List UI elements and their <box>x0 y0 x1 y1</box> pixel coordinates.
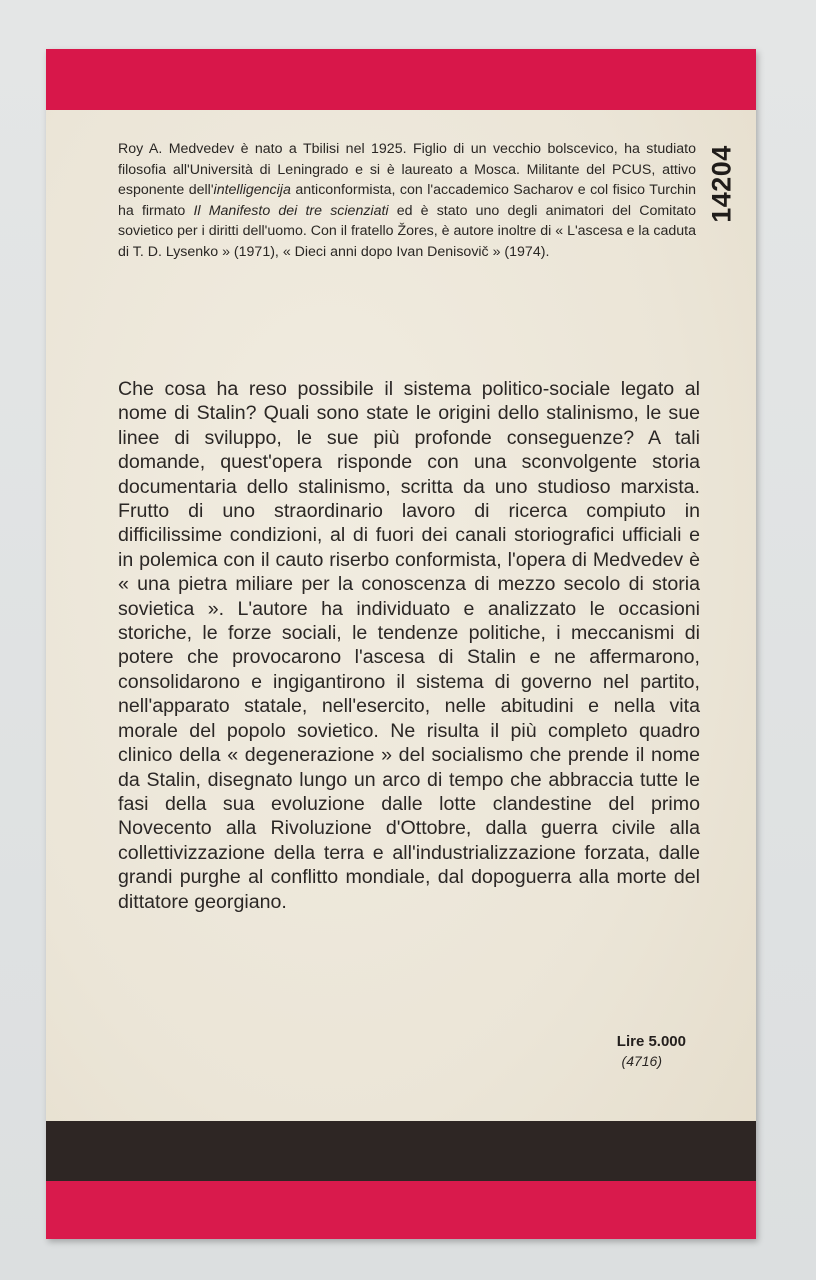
catalog-number-text: 14204 <box>706 145 737 223</box>
price-label: Lire 5.000 <box>616 1033 686 1050</box>
black-band <box>46 1121 756 1181</box>
author-bio-italic-2: Il Manifesto dei tre scienziati <box>193 202 389 219</box>
author-bio-text-2: anticonformista, con l'accademico Sacharov e col fisico Turchin ha firmato <box>118 182 696 219</box>
book-description: Che cosa ha reso possibile il sistema politico-sociale legato al nome di Stalin? Quali sono state le origini dello stalinismo, le sue linee di sviluppo, le sue più profonde conseguenze? A tali domande, quest'opera risponde con una sconvolgente storia documentaria dello stalinismo, scritta da uno studioso marxista. Frutto di uno straordinario lavoro di ricerca compiuto in difficilissime condizioni, al di fuori dei canali storiografici ufficiali e in polemica con il cauto riserbo conformista, l'opera di Medvedev è « una pietra miliare per la conoscenza di mezzo secolo di storia sovietica ». L'autore ha individuato e analizzato le occasioni storiche, le forze sociali, le tendenze politiche, i meccanismi di potere che provocarono l'ascesa di Stalin e ne affermarono, consolidarono e ingigantirono il sistema di governo nel partito, nell'apparato statale, nell'esercito, nelle abitudini e nella vita morale del popolo sovietico. Ne risulta il più completo quadro clinico della « degenerazione » del socialismo che prende il nome da Stalin, disegnato lungo un arco di tempo che abbraccia tutte le fasi della sua evoluzione dalle lotte clandestine del primo Novecento alla Rivoluzione d'Ottobre, dalla guerra civile alla collettivizzazione della terra e all'industrializzazione forzata, dalle grandi purghe al conflitto mondiale, dal dopoguerra alla morte del dittatore georgiano. <box>118 378 700 913</box>
top-red-band <box>46 49 756 110</box>
book-back-cover <box>46 49 756 1239</box>
author-bio-text-1: Roy A. Medvedev è nato a Tbilisi nel 1925. Figlio di un vecchio bolscevico, ha studiato filosofia all'Università di Leningrado e si è laureato a Mosca. Militante del PCUS, attivo esponente dell' <box>118 141 696 198</box>
author-bio-text-3: ed è stato uno degli animatori del Comitato sovietico per i diritti dell'uomo. Con il fratello Žores, è autore inoltre di « L'ascesa e la caduta di T. D. Lysenko » (1971), « Dieci anni dopo Ivan Denisovič » (1974). <box>118 202 696 260</box>
author-bio <box>118 139 696 262</box>
catalog-number <box>702 139 742 229</box>
price-code: (4716) <box>621 1053 662 1069</box>
bottom-red-band <box>46 1181 756 1239</box>
author-bio-italic-1: intelligencija <box>213 182 291 198</box>
